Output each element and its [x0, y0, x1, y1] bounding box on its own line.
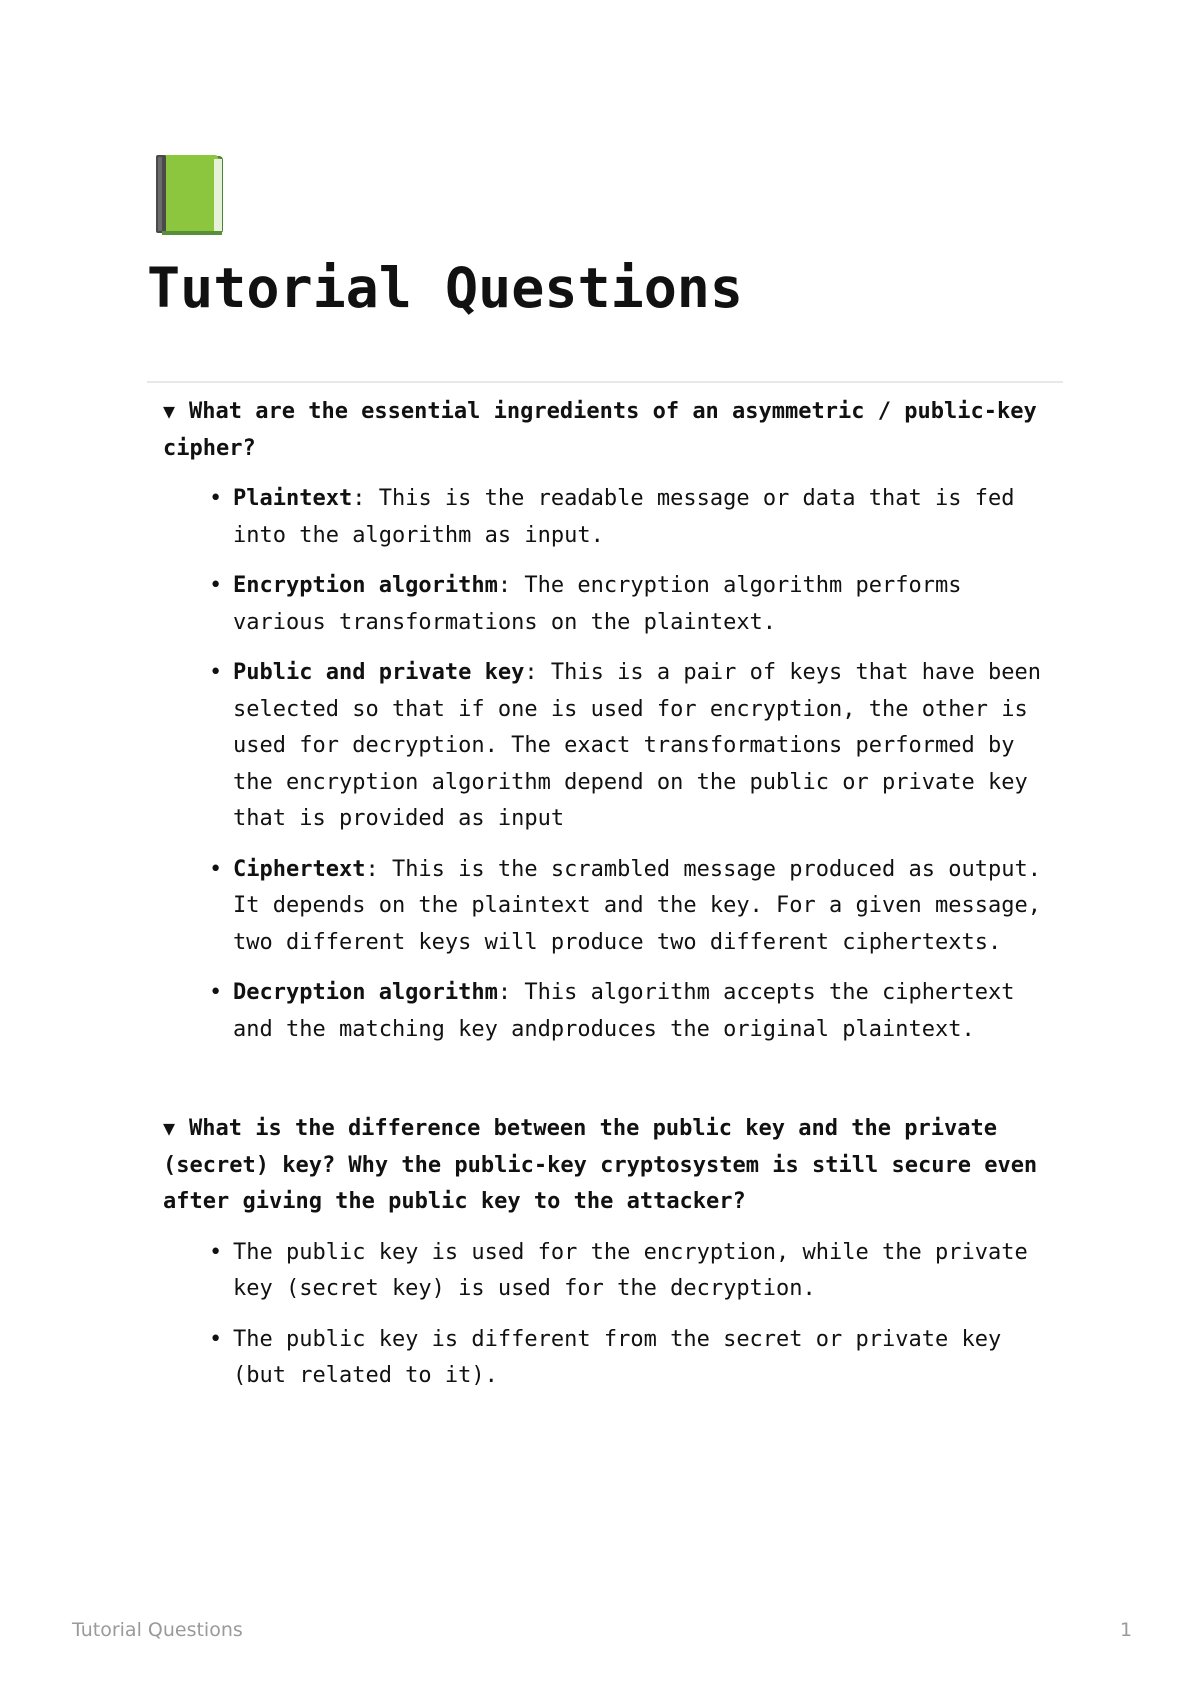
question-text: What are the essential ingredients of an asymmetric / public-key cipher?: [163, 399, 1050, 461]
page-content: [147, 393, 1063, 1409]
triangle-down-icon[interactable]: ▼: [163, 399, 176, 423]
title-divider: [147, 381, 1063, 383]
bullet-icon: •: [209, 856, 223, 882]
toggle-block-public-private-key[interactable]: [147, 1110, 1063, 1395]
answer-term: Decryption algorithm: [233, 980, 498, 1005]
answer-term: Ciphertext: [233, 856, 366, 882]
list-item: [209, 481, 1063, 554]
bullet-icon: •: [209, 980, 223, 1005]
answer-text: The public key is different from the secret or private key (but related to it).: [233, 1326, 1002, 1388]
answer-term: Encryption algorithm: [233, 573, 498, 598]
list-item: [209, 1235, 1063, 1308]
toggle-question[interactable]: [163, 393, 1063, 467]
footer-title: Tutorial Questions: [72, 1619, 243, 1641]
page-title: Tutorial Questions: [147, 256, 744, 320]
toggle-block-ingredients[interactable]: [147, 393, 1063, 1048]
answer-term: Public and private key: [233, 660, 525, 685]
triangle-down-icon[interactable]: ▼: [163, 1116, 176, 1140]
answer-list: [163, 1235, 1063, 1395]
footer-page-number: 1: [1120, 1619, 1133, 1641]
list-item: [209, 655, 1063, 838]
bullet-icon: •: [209, 486, 223, 511]
answer-list: [163, 481, 1063, 1048]
answer-text: : This algorithm accepts the ciphertext and the matching key andproduces the original plaintext.: [233, 980, 1015, 1042]
toggle-question[interactable]: [163, 1110, 1063, 1221]
list-item: [209, 852, 1063, 962]
answer-text: : This is a pair of keys that have been selected so that if one is used for encryption, the other is used for decryption. The exact transformations performed by the encryption algorithm depend on the public or private key that is provided as input: [233, 660, 1041, 831]
bullet-icon: •: [209, 1326, 223, 1352]
list-item: [209, 975, 1063, 1048]
answer-text: : This is the scrambled message produced as output. It depends on the plaintext and the key. For a given message, two different keys will produce two different ciphertexts.: [233, 856, 1041, 955]
answer-term: Plaintext: [233, 486, 353, 511]
answer-text: : The encryption algorithm performs various transformations on the plaintext.: [233, 573, 962, 635]
bullet-icon: •: [209, 1239, 223, 1265]
answer-text: : This is the readable message or data that is fed into the algorithm as input.: [233, 486, 1015, 548]
question-text: What is the difference between the public key and the private (secret) key? Why the public-key cryptosystem is still secure even after giving the public key to the attacker?: [163, 1116, 1051, 1214]
list-item: [209, 568, 1063, 641]
list-item: [209, 1322, 1063, 1395]
answer-text: The public key is used for the encryption, while the private key (secret key) is used for the decryption.: [233, 1239, 1028, 1301]
green-book-icon: [156, 155, 226, 237]
bullet-icon: •: [209, 660, 223, 685]
bullet-icon: •: [209, 573, 223, 598]
